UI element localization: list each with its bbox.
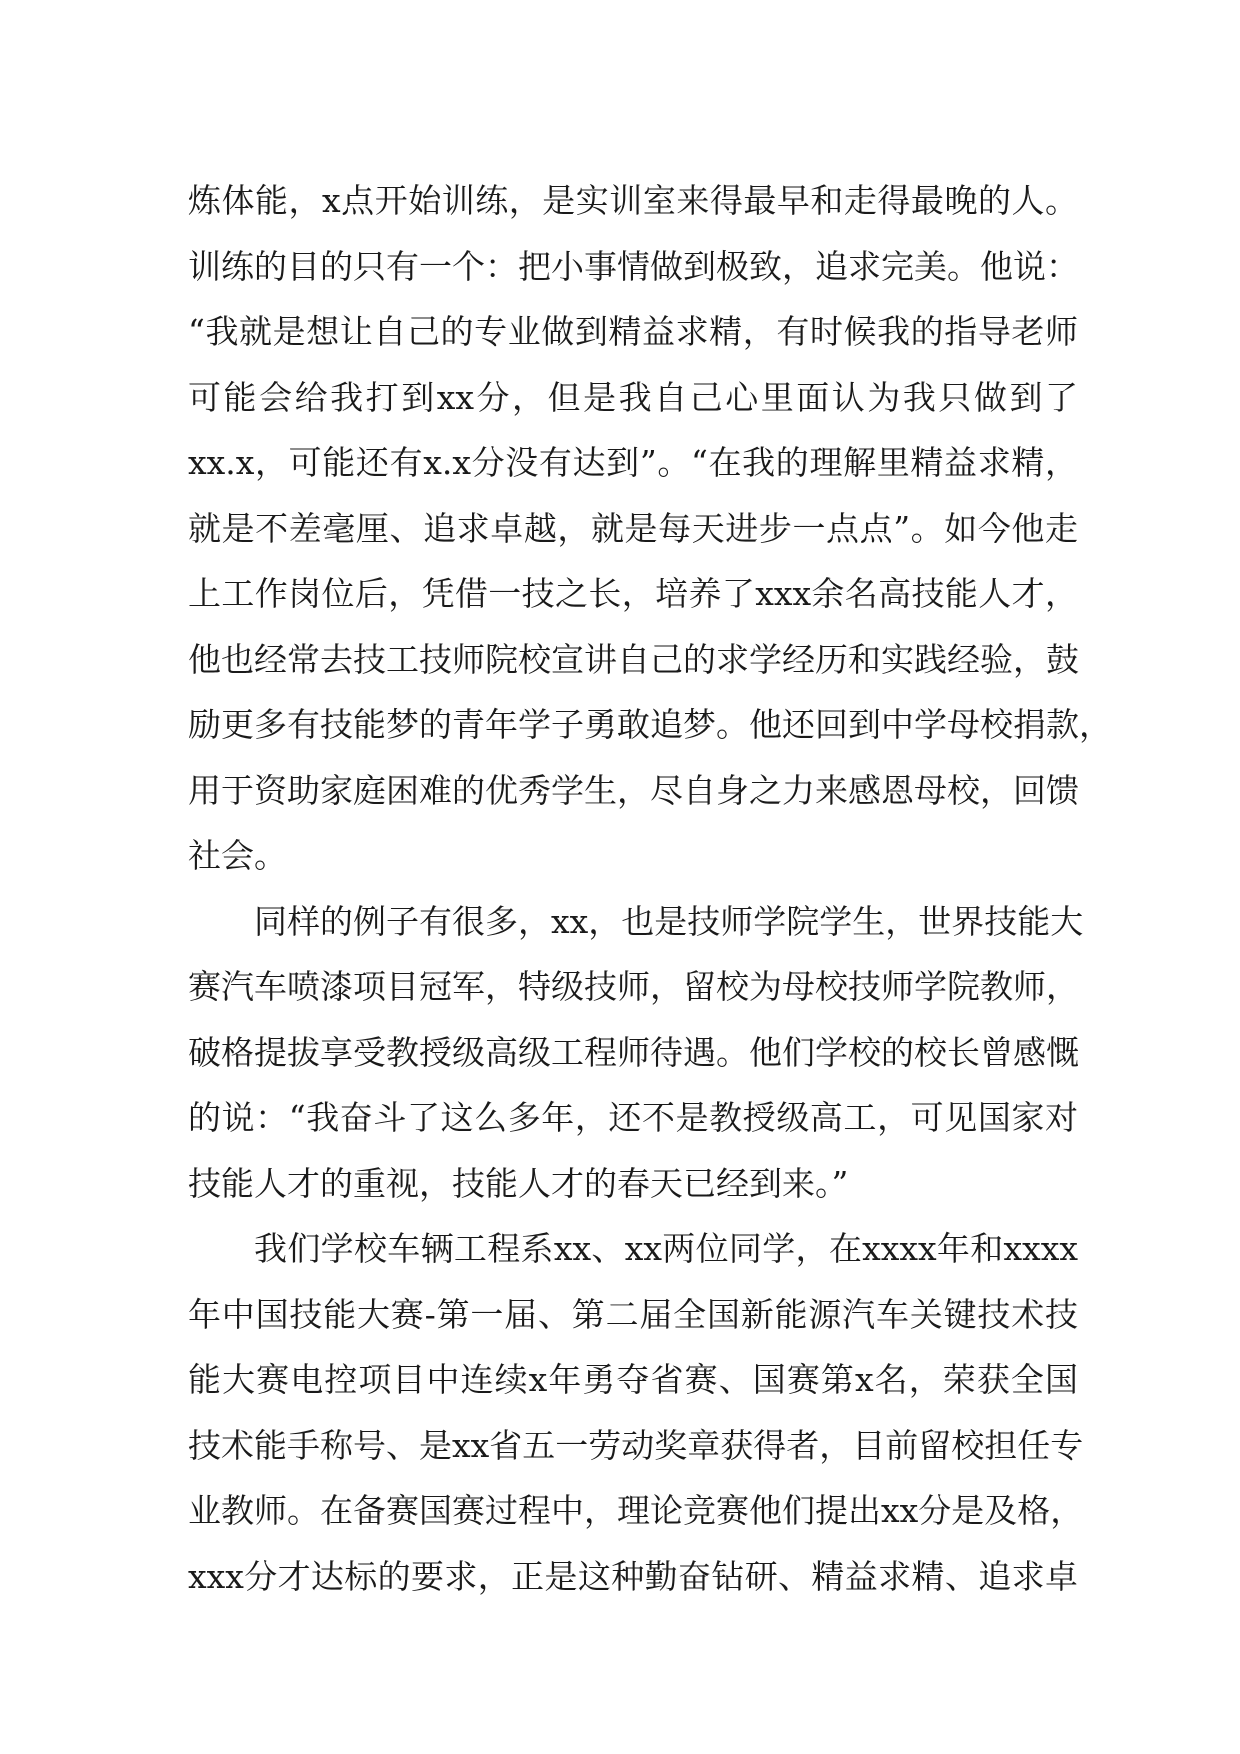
text-line: xxx分才达标的要求，正是这种勤奋钻研、精益求精、追求卓	[188, 1556, 1078, 1596]
text-line: 上工作岗位后，凭借一技之长，培养了xxx余名高技能人才，	[188, 574, 1078, 613]
body-text	[188, 168, 1112, 1609]
text-line: 用于资助家庭困难的优秀学生，尽自身之力来感恩母校，回馈	[188, 770, 1079, 810]
text-line: 社会。	[188, 836, 287, 875]
text-line: xx.x，可能还有x.x分没有达到”。“在我的理解里精益求精，	[188, 443, 1078, 482]
text-line: 就是不差毫厘、追求卓越，就是每天进步一点点”。如今他走	[188, 508, 1078, 548]
text-line: 技能人才的重视，技能人才的春天已经到来。”	[188, 1163, 849, 1203]
text-line: 炼体能，x点开始训练，是实训室来得最早和走得最晚的人。	[188, 181, 1078, 220]
text-line: 年中国技能大赛-第一届、第二届全国新能源汽车关键技术技	[188, 1294, 1078, 1334]
text-line: 可能会给我打到xx分，但是我自己心里面认为我只做到了	[188, 377, 1078, 417]
text-line: 的说：“我奋斗了这么多年，还不是教授级高工，可见国家对	[188, 1098, 1078, 1137]
text-line: 训练的目的只有一个：把小事情做到极致，追求完美。他说：	[188, 246, 1079, 286]
text-line: 我们学校车辆工程系xx、xx两位同学，在xxxx年和xxxx	[254, 1229, 1078, 1268]
text-line: 业教师。在备赛国赛过程中，理论竞赛他们提出xx分是及格，	[188, 1491, 1084, 1530]
text-line: 技术能手称号、是xx省五一劳动奖章获得者，目前留校担任专	[188, 1425, 1084, 1465]
text-line: 励更多有技能梦的青年学子勇敢追梦。他还回到中学母校捐款，	[188, 705, 1112, 744]
text-line: 能大赛电控项目中连续x年勇夺省赛、国赛第x名，荣获全国	[188, 1360, 1078, 1399]
text-line: “我就是想让自己的专业做到精益求精，有时候我的指导老师	[188, 312, 1078, 351]
text-line: 破格提拔享受教授级高级工程师待遇。他们学校的校长曾感慨	[188, 1032, 1079, 1072]
text-line: 同样的例子有很多，xx，也是技师学院学生，世界技能大	[254, 901, 1084, 941]
text-line: 赛汽车喷漆项目冠军，特级技师，留校为母校技师学院教师，	[188, 967, 1079, 1006]
text-line: 他也经常去技工技师院校宣讲自己的求学经历和实践经验，鼓	[188, 639, 1079, 679]
